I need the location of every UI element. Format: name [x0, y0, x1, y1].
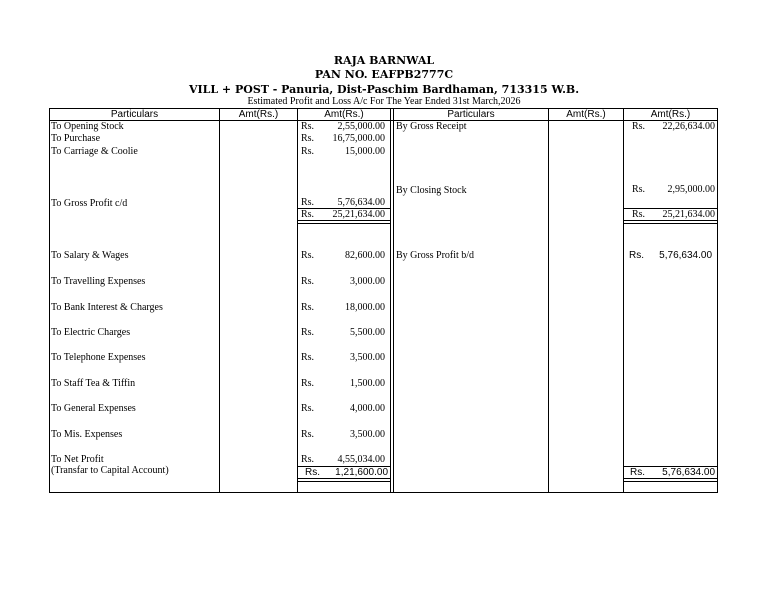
- header-amt-left-1: Amt(Rs.): [238, 109, 279, 120]
- staff-tea-label: To Staff Tea & Tiffin: [51, 378, 136, 389]
- closing-stock-amount: 2,95,000.00: [667, 184, 715, 195]
- currency-label: Rs.: [632, 121, 646, 132]
- electric-label: To Electric Charges: [51, 327, 131, 338]
- pl-total-right: 5,76,634.00: [662, 467, 715, 478]
- currency-label: Rs.: [301, 276, 315, 287]
- salary-label: To Salary & Wages: [51, 250, 129, 261]
- trading-total-left: 25,21,634.00: [332, 209, 385, 220]
- header-particulars-left: Particulars: [110, 109, 159, 120]
- currency-label: Rs.: [301, 327, 315, 338]
- travelling-label: To Travelling Expenses: [51, 276, 146, 287]
- general-amount: 4,000.00: [350, 403, 385, 414]
- opening-stock-amount: 2,55,000.00: [337, 121, 385, 132]
- staff-tea-amount: 1,500.00: [350, 378, 385, 389]
- currency-label: Rs.: [301, 302, 315, 313]
- currency-label: Rs.: [301, 378, 315, 389]
- trading-total-right: 25,21,634.00: [662, 209, 715, 220]
- electric-amount: 5,500.00: [350, 327, 385, 338]
- currency-label: Rs.: [301, 121, 315, 132]
- currency-label: Rs.: [301, 454, 315, 465]
- currency-label: Rs.: [301, 429, 315, 440]
- statement-title: Estimated Profit and Loss A/c For The Year Ended 31st March,2026: [247, 96, 521, 107]
- general-label: To General Expenses: [51, 403, 136, 414]
- gross-receipt-label: By Gross Receipt: [396, 121, 467, 132]
- net-profit-note: (Transfar to Capital Account): [51, 465, 169, 476]
- currency-label: Rs.: [301, 250, 315, 261]
- purchase-amount: 16,75,000.00: [332, 133, 385, 144]
- net-profit-amount: 4,55,034.00: [337, 454, 385, 465]
- header-amt-left-2: Amt(Rs.): [324, 109, 364, 120]
- salary-amount: 82,600.00: [345, 250, 385, 261]
- business-name: RAJA BARNWAL: [333, 54, 435, 67]
- purchase-label: To Purchase: [51, 133, 101, 144]
- currency-label: Rs.: [630, 467, 645, 478]
- telephone-label: To Telephone Expenses: [51, 352, 146, 363]
- gross-profit-bd-amount: 5,76,634.00: [659, 250, 712, 261]
- gross-receipt-amount: 22,26,634.00: [662, 121, 715, 132]
- currency-label: Rs.: [305, 467, 320, 478]
- header-amt-right-1: Amt(Rs.): [566, 109, 606, 120]
- carriage-label: To Carriage & Coolie: [51, 146, 138, 157]
- pl-total-left: 1,21,600.00: [335, 467, 388, 478]
- currency-label: Rs.: [301, 146, 315, 157]
- currency-label: Rs.: [301, 403, 315, 414]
- gross-profit-cd-amount: 5,76,634.00: [337, 197, 385, 208]
- travelling-amount: 3,000.00: [350, 276, 385, 287]
- currency-label: Rs.: [301, 133, 315, 144]
- currency-label: Rs.: [632, 184, 646, 195]
- header-particulars-right: Particulars: [447, 109, 495, 120]
- currency-label: Rs.: [301, 352, 315, 363]
- closing-stock-label: By Closing Stock: [396, 185, 467, 196]
- gross-profit-cd-label: To Gross Profit c/d: [51, 198, 128, 209]
- mis-label: To Mis. Expenses: [51, 429, 123, 440]
- pan-number: PAN NO. EAFPB2777C: [314, 68, 454, 81]
- bank-interest-label: To Bank Interest & Charges: [51, 302, 163, 313]
- carriage-amount: 15,000.00: [345, 146, 385, 157]
- currency-label: Rs.: [629, 250, 644, 261]
- gross-profit-bd-label: By Gross Profit b/d: [396, 250, 475, 261]
- net-profit-label: To Net Profit: [51, 454, 104, 465]
- currency-label: Rs.: [301, 209, 315, 220]
- bank-interest-amount: 18,000.00: [345, 302, 385, 313]
- telephone-amount: 3,500.00: [350, 352, 385, 363]
- opening-stock-label: To Opening Stock: [51, 121, 124, 132]
- header-amt-right-2: Amt(Rs.): [650, 109, 691, 120]
- currency-label: Rs.: [632, 209, 646, 220]
- currency-label: Rs.: [301, 197, 315, 208]
- mis-amount: 3,500.00: [350, 429, 385, 440]
- business-address: VILL + POST - Panuria, Dist-Paschim Bardhaman, 713315 W.B.: [188, 83, 580, 96]
